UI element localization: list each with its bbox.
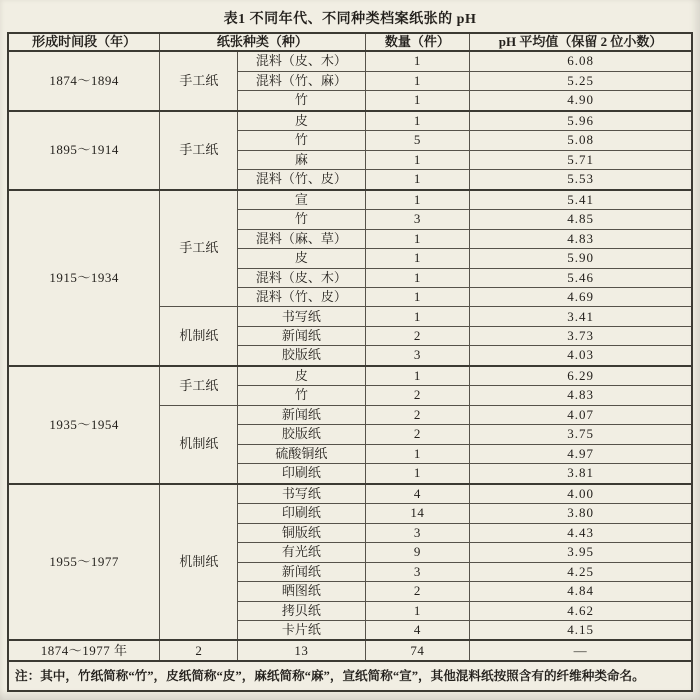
- quantity-cell: 5: [365, 131, 470, 150]
- paper-category-cell: 手工纸: [160, 111, 238, 190]
- header-paper-kind: 纸张种类（种）: [160, 33, 365, 51]
- ph-table: [7, 32, 693, 692]
- ph-value-cell: 5.71: [470, 150, 692, 169]
- ph-value-cell: 5.25: [470, 71, 692, 90]
- table-row: [8, 484, 692, 504]
- period-cell: 1935～1954: [8, 366, 160, 484]
- quantity-cell: 1: [365, 464, 470, 484]
- quantity-cell: 1: [365, 150, 470, 169]
- table-row: [8, 111, 692, 131]
- paper-type-cell: 皮: [238, 366, 365, 386]
- summary-category-count-cell: 2: [160, 640, 238, 661]
- ph-value-cell: 6.29: [470, 366, 692, 386]
- ph-value-cell: 5.46: [470, 268, 692, 287]
- paper-type-cell: 有光纸: [238, 543, 365, 562]
- paper-type-cell: 硫酸铜纸: [238, 444, 365, 463]
- header-ph: pH 平均值（保留 2 位小数）: [470, 33, 692, 51]
- quantity-cell: 1: [365, 170, 470, 190]
- summary-type-count-cell: 13: [238, 640, 365, 661]
- ph-value-cell: 5.90: [470, 249, 692, 268]
- quantity-cell: 3: [365, 562, 470, 581]
- ph-value-cell: 4.83: [470, 229, 692, 248]
- quantity-cell: 1: [365, 288, 470, 307]
- quantity-cell: 2: [365, 326, 470, 345]
- ph-value-cell: 5.08: [470, 131, 692, 150]
- header-row: [8, 33, 692, 51]
- ph-value-cell: 4.62: [470, 601, 692, 620]
- footnote-text: 注：其中，竹纸简称“竹”，皮纸简称“皮”，麻纸简称“麻”，宣纸简称“宣”，其他混料纸按照含有的纤维种类命名。: [8, 661, 692, 691]
- ph-value-cell: 4.00: [470, 484, 692, 504]
- paper-type-cell: 混料（皮、木）: [238, 51, 365, 71]
- paper-type-cell: 胶版纸: [238, 425, 365, 444]
- table-caption: 表1 不同年代、不同种类档案纸张的 pH: [223, 12, 477, 27]
- quantity-cell: 1: [365, 71, 470, 90]
- ph-value-cell: 5.41: [470, 190, 692, 210]
- paper-category-cell: 手工纸: [160, 190, 238, 307]
- ph-value-cell: 3.75: [470, 425, 692, 444]
- period-cell: 1895～1914: [8, 111, 160, 190]
- ph-value-cell: 3.41: [470, 307, 692, 326]
- paper-category-cell: 手工纸: [160, 51, 238, 110]
- paper-type-cell: 印刷纸: [238, 464, 365, 484]
- header-period: 形成时间段（年）: [8, 33, 160, 51]
- quantity-cell: 2: [365, 405, 470, 424]
- quantity-cell: 3: [365, 523, 470, 542]
- quantity-cell: 1: [365, 229, 470, 248]
- paper-type-cell: 混料（麻、草）: [238, 229, 365, 248]
- quantity-cell: 4: [365, 484, 470, 504]
- paper-type-cell: 新闻纸: [238, 405, 365, 424]
- paper-type-cell: 混料（竹、皮）: [238, 170, 365, 190]
- paper-type-cell: 铜版纸: [238, 523, 365, 542]
- paper-type-cell: 新闻纸: [238, 562, 365, 581]
- summary-quantity-cell: 74: [365, 640, 470, 661]
- ph-value-cell: 4.83: [470, 386, 692, 405]
- paper-type-cell: 胶版纸: [238, 346, 365, 366]
- table-row: [8, 51, 692, 71]
- ph-value-cell: 3.81: [470, 464, 692, 484]
- paper-category-cell: 机制纸: [160, 484, 238, 641]
- paper-type-cell: 麻: [238, 150, 365, 169]
- ph-value-cell: 3.95: [470, 543, 692, 562]
- paper-type-cell: 卡片纸: [238, 620, 365, 640]
- period-cell: 1874～1894: [8, 51, 160, 110]
- paper-category-cell: 手工纸: [160, 366, 238, 405]
- paper-type-cell: 皮: [238, 111, 365, 131]
- quantity-cell: 2: [365, 425, 470, 444]
- quantity-cell: 2: [365, 386, 470, 405]
- paper-type-cell: 书写纸: [238, 484, 365, 504]
- table-row: [8, 190, 692, 210]
- quantity-cell: 1: [365, 91, 470, 111]
- paper-type-cell: 混料（皮、木）: [238, 268, 365, 287]
- ph-value-cell: 5.96: [470, 111, 692, 131]
- ph-value-cell: 4.03: [470, 346, 692, 366]
- paper-type-cell: 混料（竹、皮）: [238, 288, 365, 307]
- ph-value-cell: 3.73: [470, 326, 692, 345]
- ph-value-cell: 6.08: [470, 51, 692, 71]
- summary-ph-cell: —: [470, 640, 692, 661]
- quantity-cell: 1: [365, 601, 470, 620]
- summary-period-cell: 1874～1977 年: [8, 640, 160, 661]
- quantity-cell: 2: [365, 582, 470, 601]
- quantity-cell: 1: [365, 366, 470, 386]
- quantity-cell: 1: [365, 190, 470, 210]
- period-cell: 1915～1934: [8, 190, 160, 366]
- paper-type-cell: 竹: [238, 386, 365, 405]
- quantity-cell: 1: [365, 111, 470, 131]
- table-row: [8, 366, 692, 386]
- summary-row: [8, 640, 692, 661]
- paper-type-cell: 混料（竹、麻）: [238, 71, 365, 90]
- quantity-cell: 1: [365, 249, 470, 268]
- ph-value-cell: 4.84: [470, 582, 692, 601]
- ph-value-cell: 3.80: [470, 504, 692, 523]
- paper-type-cell: 书写纸: [238, 307, 365, 326]
- ph-value-cell: 4.15: [470, 620, 692, 640]
- quantity-cell: 1: [365, 268, 470, 287]
- paper-type-cell: 竹: [238, 210, 365, 229]
- quantity-cell: 9: [365, 543, 470, 562]
- quantity-cell: 1: [365, 51, 470, 71]
- quantity-cell: 3: [365, 346, 470, 366]
- ph-value-cell: 4.97: [470, 444, 692, 463]
- ph-value-cell: 5.53: [470, 170, 692, 190]
- quantity-cell: 4: [365, 620, 470, 640]
- period-cell: 1955～1977: [8, 484, 160, 641]
- ph-value-cell: 4.69: [470, 288, 692, 307]
- paper-category-cell: 机制纸: [160, 405, 238, 483]
- paper-category-cell: 机制纸: [160, 307, 238, 366]
- quantity-cell: 14: [365, 504, 470, 523]
- paper-type-cell: 竹: [238, 91, 365, 111]
- quantity-cell: 3: [365, 210, 470, 229]
- paper-type-cell: 晒图纸: [238, 582, 365, 601]
- paper-type-cell: 拷贝纸: [238, 601, 365, 620]
- paper-type-cell: 皮: [238, 249, 365, 268]
- ph-value-cell: 4.07: [470, 405, 692, 424]
- ph-value-cell: 4.43: [470, 523, 692, 542]
- ph-value-cell: 4.85: [470, 210, 692, 229]
- note-row: [8, 661, 692, 691]
- paper-type-cell: 宣: [238, 190, 365, 210]
- header-quantity: 数量（件）: [365, 33, 470, 51]
- quantity-cell: 1: [365, 444, 470, 463]
- ph-value-cell: 4.25: [470, 562, 692, 581]
- ph-value-cell: 4.90: [470, 91, 692, 111]
- paper-type-cell: 竹: [238, 131, 365, 150]
- quantity-cell: 1: [365, 307, 470, 326]
- paper-type-cell: 印刷纸: [238, 504, 365, 523]
- paper-type-cell: 新闻纸: [238, 326, 365, 345]
